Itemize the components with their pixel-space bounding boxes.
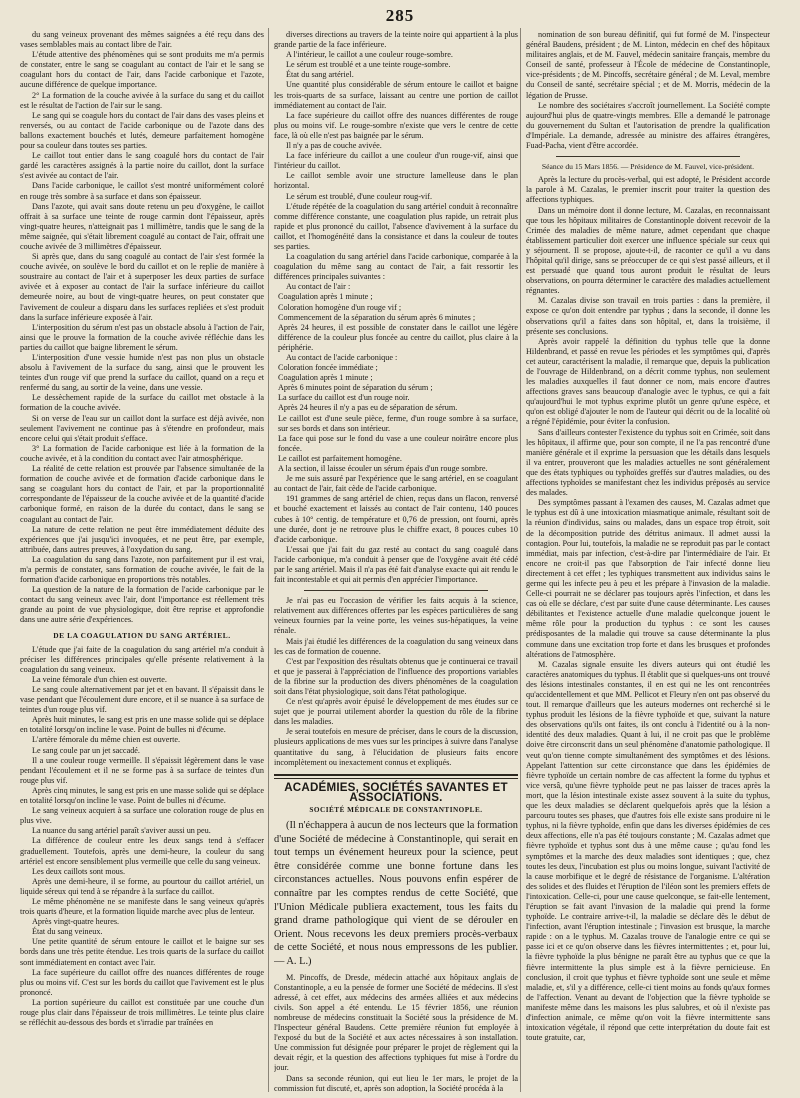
paragraph: Il a une couleur rouge vermeille. Il s'épaissit légèrement dans le vase pendant l'écoulement et il ne se forme pas à sa surface de teintes d'un rouge plus vif. xyxy=(20,755,264,785)
paragraph: C'est par l'exposition des résultats obtenus que je continuerai ce travail et que je passerai à l'appréciation de l'influence des proportions variables de la fibrine sur la production des divers phénomènes de la coagulation soit dans l'état physiologique, soit dans l'état pathologique. xyxy=(274,656,518,696)
paragraph: Le sang qui se coagule hors du contact de l'air dans des vases pleins et renversés, ou au contact de l'acide carbonique ou de l'azote dans des ballons exactement bouchés et lutés, demeure parfaitement homogène pour sa couleur dans toutes ses parties. xyxy=(20,110,264,151)
paragraph: Après vingt-quatre heures. xyxy=(32,917,120,927)
seance-line: Séance du 15 Mars 1856. — Présidence de M. Fauvel, vice-président. xyxy=(541,162,755,172)
page-number: 285 xyxy=(385,6,415,25)
paragraph: diverses directions au travers de la teinte noire qui appartient à la plus grande partie de la face inférieure. xyxy=(274,30,518,50)
list-item: Le caillot est parfaitement homogène. xyxy=(278,453,402,463)
col1-paragraphs xyxy=(20,30,264,626)
list-heading: Au contact de l'acide carbonique : xyxy=(286,353,398,362)
paragraph: Une petite quantité de sérum entoure le caillot et le baigne sur ses bords dans une très petite étendue. Les trois quarts de la surface du caillot sont immédiatement en contact avec l'air. xyxy=(20,937,264,967)
separator xyxy=(556,156,740,157)
paragraph: L'étude que j'ai faite de la coagulation du sang artériel m'a conduit à préciser les différences principales qu'elle présente relativement à la coagulation du sang veineux. xyxy=(20,644,264,674)
paragraph: Mais j'ai étudié les différences de la coagulation du sang veineux dans les cas de formation de couenne. xyxy=(274,636,518,656)
paragraph: La portion supérieure du caillot est constituée par une couche d'un rouge plus clair dans l'épaisseur de trois millimètres. Le teinte plus claire se réfléchit au-dessous des bords et s'irradie par traînées en xyxy=(20,997,264,1028)
paragraph: Dans sa seconde réunion, qui eut lieu le 1er mars, le projet de la commission fut discuté, et, après son adoption, la Société procéda à la xyxy=(274,1073,518,1092)
list-co2-items xyxy=(274,363,518,474)
paragraph: Les deux caillots sont mous. xyxy=(32,866,126,876)
paragraph: Le dessèchement rapide de la surface du caillot met obstacle à la formation de la couche avivée. xyxy=(20,393,264,413)
paragraph: La question de la nature de la formation de l'acide carbonique par le contact du sang veineux avec l'air, dont l'importance est réellement très grande au point de vue physiologique, doit être reprise et approfondie dans une autre série d'expériences. xyxy=(20,585,264,625)
paragraph: La nature de cette relation ne peut être immédiatement déduite des expériences que j'ai jusqu'ici invoquées, et ne peut être, par exemple, attribuée, dans autres preuves, à l'oxydation du sang. xyxy=(20,524,264,554)
paragraph: La coagulation du sang dans l'azote, non parfaitement pur il est vrai, m'a permis de constater, sans formation de couche avivée, le fait de la formation d'acide carbonique en proportions très notables. xyxy=(20,554,264,585)
paragraph: Après huit minutes, le sang est pris en une masse solide qui se déplace en totalité lorsqu'on incline le vase. Point de bulles ni d'écume. xyxy=(20,715,264,735)
paragraph: Je serai toutefois en mesure de préciser, dans le cours de la discussion, plusieurs applications de mes vues sur les principes à suivre dans l'analyse quantitative du sang, à l'élucidation de plusieurs faits encore incomplètement ou inexactement connus et expliqués. xyxy=(274,727,518,767)
paragraph: L'artère fémorale du même chien est ouverte. xyxy=(32,735,181,745)
paragraph: Le sang coule par un jet saccadé. xyxy=(32,745,140,755)
list-air xyxy=(274,282,518,353)
paragraph: du sang veineux provenant des mêmes saignées a été reçu dans des vases semblables mais au contact libre de l'air. xyxy=(20,30,264,50)
list-co2 xyxy=(274,353,518,474)
paragraph: nomination de son bureau définitif, qui fut formé de M. l'inspecteur général Baudens, président ; de M. Linton, médecin en chef des hôpitaux militaires anglais, et de M. Fauvel, médecin sanitaire français, membre du Conseil de santé, professeur à l'École de médecine de Constantinople, vice-présidents ; de M. Pincoffs, secrétaire général ; de M. Leval, membre du Conseil de santé, secrétaire spécial ; et de M. Morris, médecin de la légation de Prusse. xyxy=(526,30,770,100)
col2-part3-paragraphs xyxy=(274,596,518,768)
paragraph: État du sang veineux. xyxy=(32,927,103,937)
col3-part1-paragraphs xyxy=(526,30,770,151)
list-item: Coagulation après 1 minute ; xyxy=(278,373,373,383)
paragraph: Le sang coule alternativement par jet et en bavant. Il s'épaissit dans le vase pendant que l'écoulement dure encore, et il se nuance à sa surface de teintes d'un rouge plus vif. xyxy=(20,685,264,715)
column-middle xyxy=(274,30,518,1092)
lead-paragraph: (Il n'échappera à aucun de nos lecteurs que la formation d'une Société de médecine à Constantinople, qui serait en tout temps un événement heureux pour la science, peut être considérée comme une bonne fortune dans les circonstances actuelles. Nous pouvons enfin espérer de connaître par les comptes rendus de cette Société, que l'Union Médicale publiera exactement, tous les faits du grand drame pathologique qui vient de se dérouler en Orient. Nous recevons les deux premiers procès-verbaux de cette Société, et nous nous empressons de les publier. — A. L.) xyxy=(274,820,518,967)
col2-part1-paragraphs xyxy=(274,30,518,282)
paragraph: Si après que, dans du sang coagulé au contact de l'air s'est formée la couche avivée, on soulève le bord du caillot et on le replie de manière à soustraire au contact de l'air et à superposer les deux parties de surface avivée et à exposer au contact de l'air la surface inférieure du caillot demeurée noire, au bout de vingt-quatre heures, on peut constater que l'avivement de couleur a disparu dans les surfaces repliées et s'est produit dans la surface inférieure exposée à l'air. xyxy=(20,252,264,322)
paragraph: Sans d'ailleurs contester l'existence du typhus soit en Crimée, soit dans les hôpitaux, il affirme que, pour son compte, il ne l'a pas rencontré d'une manière générale et il exprime la persuasion que les détails dans lesquels il va entrer, prouveront que les maladies actuelles ne sont généralement que des états typhiques ou typhoïdes greffés sur d'autres maladies, ou des affections typhoïdes se manifestant chez les individus préposés au service des malades. xyxy=(526,427,770,498)
paragraph: Des symptômes passant à l'examen des causes, M. Cazalas admet que le typhus est dû à une intoxication miasmatique animale, résultant soit de la réunion d'individus, sains ou malades, dans un espace trop étroit, soit de la décomposition putride des détritus animaux. Il admet aussi la contagion. Pour lui, toutefois, la maladie ne se reproduit pas par le contact immédiat, mais par infection, c'est-à-dire par l'intermédiaire de l'air. Et encore ne croit-il pas que l'absorption de l'air infecté donne lieu directement à cet effet ; les typhiques transmettent aux individus sains le germe qui les infecte peu à peu et les prépare à l'invasion de la maladie. Celle-ci pourrait ne se déclarer pas toujours après l'infection, et dans les cas où elle se déclare, c'est par suite d'une cause déterminante. Les causes débilitantes et l'existence actuelle d'une maladie quelconque jouent le même rôle pour la production du typhus : ce sont les causes prédisposantes de la maladie qui trouve sa cause déterminante la plus commune dans une excitation trop forte et dans les brusques et profondes altérations de l'atmosphère. xyxy=(526,498,770,659)
paragraph: 191 grammes de sang artériel de chien, reçus dans un flacon, renversé et bouché exactement et laissés au contact de l'air contenu, 140 pouces cubes à 10° centig. de température et 0,76 de pression, ont fourni, après une durée, dont je ne retrouve plus le chiffre exact, 8 pouces cubes 10 d'acide carbonique. xyxy=(274,494,518,544)
paragraph: L'interposition d'une vessie humide n'est pas non plus un obstacle absolu à l'avivement de la surface du sang, ainsi que le prouvent les teintes d'un rouge vif que prend la surface du caillot, quand on a reçu et renfermé du sang, au sortir de la veine, dans une vessie. xyxy=(20,353,264,393)
paragraph: L'interposition du sérum n'est pas un obstacle absolu à l'action de l'air, ainsi que le prouve la formation de la couche avivée réfléchie dans les parties du caillot que baigne librement le sérum. xyxy=(20,322,264,352)
paragraph: Après avoir rappelé la définition du typhus telle que la donne Hildenbrand, et passé en revue les périodes et les symptômes qui, d'après cet auteur, caractérisent la maladie, il remarque que, depuis la publication de l'ouvrage de Hildenbrand, on a décrit comme typhus, non seulement les maladies auxquelles il faut donner ce nom, mais encore d'autres affections graves sans beaucoup d'analogie avec le typhus, ce qui a fait qu'aujourd'hui le mot typhus exprime plutôt un genre qu'une espèce, et qu'on est obligé d'ajouter le nom de l'auteur qui décrit ou de la localité où a régné l'épidémie, pour éviter la confusion. xyxy=(526,336,770,427)
paragraph: Je me suis assuré par l'expérience que le sang artériel, en se coagulant au contact de l'air, fait cède de l'acide carbonique. xyxy=(274,474,518,494)
academies-title: ACADÉMIES, SOCIÉTÉS SAVANTES ET ASSOCIATIONS. xyxy=(284,780,508,804)
paragraph: Le sang veineux acquiert à sa surface une coloration rouge de plus en plus vive. xyxy=(20,806,264,826)
column-rule xyxy=(268,28,269,1092)
paragraph: Le sérum est troublé et a une teinte rouge-sombre. xyxy=(286,60,451,70)
paragraph: Il n'y a pas de couche avivée. xyxy=(286,141,382,151)
paragraph: Le même phénomène ne se manifeste dans le sang veineux qu'après trois quarts d'heure, et la formation liquide marche avec plus de lenteur. xyxy=(20,896,264,917)
paragraph: Une quantité plus considérable de sérum entoure le caillot et baigne les trois-quarts de sa surface, laissant au centre une portion de caillot immédiatement au contact de l'air. xyxy=(274,80,518,110)
paragraph: Le caillot tout entier dans le sang coagulé hors du contact de l'air gardé les caractères assignés à la partie noire du caillot, dont la surface s'est avivée au contact de l'air. xyxy=(20,151,264,181)
list-air-items xyxy=(274,292,518,353)
list-item: La face qui pose sur le fond du vase a une couleur noirâtre encore plus foncée. xyxy=(278,433,518,453)
paragraph: Dans l'azote, qui avait sans doute retenu un peu d'oxygène, le caillot offrait à sa surface une teinte de rouge carmin dont l'épaisseur, après vingt-quatre heures, n'atteignait pas 1 millimètre, tandis que le sang de la même saignée, qui s'était librement coagulé au contact de l'air, offrait une couche avivée de 3 millimètres d'épaisseur. xyxy=(20,201,264,251)
col1-part2-paragraphs xyxy=(20,645,264,1029)
list-item: Après 6 minutes point de séparation du sérum ; xyxy=(278,383,433,393)
paragraph: L'essai que j'ai fait du gaz resté au contact du sang coagulé dans l'acide carbonique, m'a conduit à penser que de l'oxygène avait été cédé par le sang artériel. Mais il n'a pas été fait d'analyse exacte qui ait rendu le fait incontestable et qui ait permis d'en apprécier l'importance. xyxy=(274,544,518,585)
list-item: Coagulation après 1 minute ; xyxy=(278,292,373,302)
paragraph: Dans un mémoire dont il donne lecture, M. Cazalas, en reconnaissant que tous les hôpitaux militaires de Constantinople doivent recevoir de la Crimée des maladies de même nature, admet cependant que chaque établissement particulier doit exercer une influence spéciale sur ceux qui y séjournent. Il se propose, ajoute-t-il, de raconter ce qu'il a vu dans l'hôpital qu'il dirige, sans se préoccuper de ce qui s'est passé ailleurs, et il est persuadé que quand tous auront produit le résultat de leurs observations, on pourra déterminer le caractère des maladies actuellement régnantes. xyxy=(526,205,770,296)
paragraph: La différence de couleur entre les deux sangs tend à s'effacer graduellement. Toutefois, après une demi-heure, la couleur du sang artériel est encore sensiblement plus vermeille que celle du sang veineux. xyxy=(20,836,264,866)
paragraph: 2° La formation de la couche avivée à la surface du sang et du caillot est le résultat de l'action de l'air sur le sang. xyxy=(20,90,264,110)
paragraph: Le caillot semble avoir une structure lamelleuse dans le plan horizontal. xyxy=(274,171,518,191)
paragraph: Après cinq minutes, le sang est pris en une masse solide qui se déplace en totalité lorsqu'on incline le vase. Point de bulles ni d'écume. xyxy=(20,785,264,806)
paragraph: A l'intérieur, le caillot a une couleur rouge-sombre. xyxy=(286,50,453,60)
paragraph: La coagulation du sang artériel dans l'acide carbonique, comparée à la coagulation du même sang au contact de l'air, a fait ressortir les différences principales suivantes : xyxy=(274,252,518,282)
paragraph: L'étude attentive des phénomènes qui se sont produits me m'a permis de constater, entre le sang se coagulant au contact de l'air et le sang se coagulant hors du contact de l'air, dans l'acide carbonique et l'azote, aucune différence de quelque importance. xyxy=(20,50,264,90)
col2-part2-paragraphs xyxy=(274,474,518,585)
paragraph: Le nombre des sociétaires s'accroît journellement. La Société compte aujourd'hui plus de quatre-vingts membres. Elle a demandé le patronage du gouvernement du Sultan et l'autorisation de prendre la qualification d'Impériale. La demande, adressée au ministre des affaires étrangères, Fuad-Pacha, vient d'être accordée. xyxy=(526,100,770,151)
paragraph: État du sang artériel. xyxy=(286,70,354,80)
paragraph: Dans l'acide carbonique, le caillot s'est montré uniformément coloré en rouge très sombre à sa surface et dans son épaisseur. xyxy=(20,181,264,201)
paragraph: La face supérieure du caillot offre des nuances différentes de rouge plus ou moins vif. Le rouge-sombre n'existe que vers le centre de cette face, là où elle n'est pas baignée par le sérum. xyxy=(274,110,518,140)
double-rule xyxy=(274,774,518,779)
col2-part4-paragraphs xyxy=(274,973,518,1092)
col3-part2-paragraphs xyxy=(526,175,770,1043)
paragraph: M. Cazalas divise son travail en trois parties : dans la première, il expose ce qu'on doit entendre par typhus ; dans la seconde, il donne les observations qu'il a faites dans son hôpital, et, dans la troisième, il présente ses conclusions. xyxy=(526,296,770,336)
column-left xyxy=(20,30,264,1092)
paragraph: La réalité de cette relation est prouvée par l'absence simultanée de la formation de couche avivée et de formation d'acide carbonique dans le sang se coagulant hors du contact de l'air, et par la proportionnalité correspondante de l'épaisseur de la couche avivée et de la quantité d'acide carbonique formé, en raison de la durée du contact, dans le sang se coagulant au contact de l'air. xyxy=(20,464,264,524)
paragraph: M. Cazalas signale ensuite les divers auteurs qui ont étudié les caractères anatomiques du typhus. Il établit que si quelques-uns ont trouvé des lésions intestinales constantes, il en est qui ne les ont rencontrées qu'accidentellement et que MM. Pellicot et Fleury n'en ont pas observé du tout. Il remarque d'ailleurs que les auteurs modernes ont recherché si le typhus produit les lésions de la fièvre typhoïde et que, suivant la nature des observations qu'ils ont faites, ils ont conclu à l'identité ou à la non-identité des deux maladies. Quant à lui, il ne croit pas que le problème doive être circonscrit dans un seul phénomène d'anatomie pathologique. Il veut qu'on tienne compte simultanément des symptômes et des lésions. Appelant l'attention sur cette circonstance que dans les épidémies de fièvre typhoïde un certain nombre de cas affectent la forme du typhus et vice versâ, qu'une fièvre typhoïde peut ne pas laisser de traces après la mort, que la lésion intestinale existe assez souvent à la suite du typhus, que les deux maladies se déclarent quelquefois après que la lésion a parcouru toutes ses phases, que d'autres fois elle existe sans produire ni le typhus, ni la fièvre typhoïde, enfin que dans les diverses épidémies de ces deux affections, elle n'a pas été toujours constante ; M. Cazalas admet que fièvre typhoïde et typhus sont dus à une même cause ; qu'au fond les symptômes et la marche des deux maladies sont identiques ; que, chez toutes les deux, l'incubation est plus ou moins longue, suivant l'activité de la cause morbifique et le degré de résistance de l'organisme. L'altération des solides et des fluides et l'éruption de l'iléon sont les premiers effets de l'intoxication. Celle-ci, pour une cause quelconque, se fait-elle lentement, l'éruption se fait avant l'invasion de la maladie qui prend la forme typhoïde. Le contraire arrive-t-il, la maladie se déclare dès le début de l'infection, avant l'éruption intestinale ; l'invasion est brusque, la marche rapide : on a le typhus. M. Cazalas trouve de l'analogie entre ce qui se passe ici et ce qu'on observe dans les fièvres intermittentes ; et, pour lui, la fièvre typhoïde la plus bénigne ne paraît être au typhus que ce que la fièvre intermittente la plus simple est à la fièvre pernicieuse. En conclusion, il croit que typhus et fièvre typhoïde sont une seule et même maladie, et, s'il y a différence, celle-ci tient moins au fonds qu'aux formes de l'affection. Venant au devant de l'objection que la fièvre typhoïde se manifeste même dans les maisons les plus salubres, et où il n'existe pas d'infection animale, ce même qu'on voit la fièvre intermittente sans intoxication végétale, il répond que cette interprétation du doute fait est toute gratuite, car, xyxy=(526,659,770,1043)
paragraph: M. Pincoffs, de Dresde, médecin attaché aux hôpitaux anglais de Constantinople, a eu la pensée de former une Société de médecins. Il s'est adressé, à cet effet, aux médecins des armées alliées et aux médecins civils. Son appel a été entendu. Le 15 février 1856, une réunion nombreuse de médecins constituait la Société sous la présidence de M. l'Inspecteur général Baudens. Cette première réunion fut employée à l'exposé du but de la Société et aux actes nécessaires à son installation. Une commission fut désignée pour préparer le projet de règlement qui la devait régir, et la question des affections typhiques fut mise à l'ordre du jour. xyxy=(274,972,518,1073)
paragraph: Si on verse de l'eau sur un caillot dont la surface est déjà avivée, non seulement l'avivement ne continue pas à s'étendre en profondeur, mais encore celui qui s'était produit s'efface. xyxy=(20,413,264,443)
paragraph: La veine fémorale d'un chien est ouverte. xyxy=(32,674,167,684)
list-item: Le caillot est d'une seule pièce, ferme, d'un rouge sombre à sa surface, sur ses bords et dans son intérieur. xyxy=(278,413,518,433)
paragraph: Le sérum est troublé, d'une couleur roug-vif. xyxy=(286,191,433,201)
list-item: A la section, il laisse écouler un sérum épais d'un rouge sombre. xyxy=(278,464,488,474)
paragraph: Je n'ai pas eu l'occasion de vérifier les faits acquis à la science, relativement aux différences offertes par les espèces particulières de sang veineux fournies par la veine porte, les veines sus-hépatiques, la veine rénale. xyxy=(274,596,518,636)
list-item: Commencement de la séparation du sérum après 6 minutes ; xyxy=(278,312,476,322)
paragraph: La nuance du sang artériel paraît s'aviver aussi un peu. xyxy=(32,826,211,836)
paragraph: L'étude répétée de la coagulation du sang artériel conduit à reconnaître comme différence constante, une coagulation plus rapide, un retrait plus rapide et plus prononcé du caillot, l'absence d'avivement à la surface du caillot, et l'homogénéité dans la consistance et dans la couleur de toutes ses parties. xyxy=(274,201,518,251)
column-right xyxy=(526,30,770,1092)
paragraph: La face supérieure du caillot offre des nuances différentes de rouge plus ou moins vif. C'est sur les bords du caillot que l'avivement est le plus prononcé. xyxy=(20,967,264,997)
column-rule xyxy=(520,28,521,1092)
list-item: La surface du caillot est d'un rouge noir. xyxy=(278,393,410,403)
list-item: Coloration foncée immédiate ; xyxy=(278,363,378,373)
societe-title: SOCIÉTÉ MÉDICALE DE CONSTANTINOPLE. xyxy=(309,805,483,814)
list-item: Coloration homogène d'un rouge vif ; xyxy=(278,302,402,312)
paragraph: Après une demi-heure, il se forme, au pourtour du caillot artériel, un liquide séreux qui tend à se répandre à la surface du caillot. xyxy=(20,876,264,896)
paragraph: Après la lecture du procès-verbal, qui est adopté, le Président accorde la parole à M. Cazalas, le premier inscrit pour traiter la question des affections typhiques. xyxy=(526,175,770,205)
paragraph: 3° La formation de l'acide carbonique est liée à la formation de la couche avivée, et à la condition du contact avec l'air atmosphérique. xyxy=(20,443,264,463)
section-title-sang-arteriel: DE LA COAGULATION DU SANG ARTÉRIEL. xyxy=(53,630,231,640)
list-heading: Au contact de l'air : xyxy=(286,282,351,292)
paragraph: La face inférieure du caillot a une couleur d'un rouge-vif, ainsi que l'intérieur du caillot. xyxy=(274,151,518,171)
list-item: Après 24 heures, il est possible de constater dans le caillot une légère différence de la couleur plus foncée au centre du caillot, plus claire à la périphérie. xyxy=(278,322,518,352)
separator xyxy=(304,590,488,591)
paragraph: Ce n'est qu'après avoir épuisé le développement de mes études sur ce sujet que je pourrai utilement aborder la question du rôle de la fibrine dans les maladies. xyxy=(274,697,518,727)
list-item: Après 24 heures il n'y a pas eu de séparation de sérum. xyxy=(278,403,458,413)
